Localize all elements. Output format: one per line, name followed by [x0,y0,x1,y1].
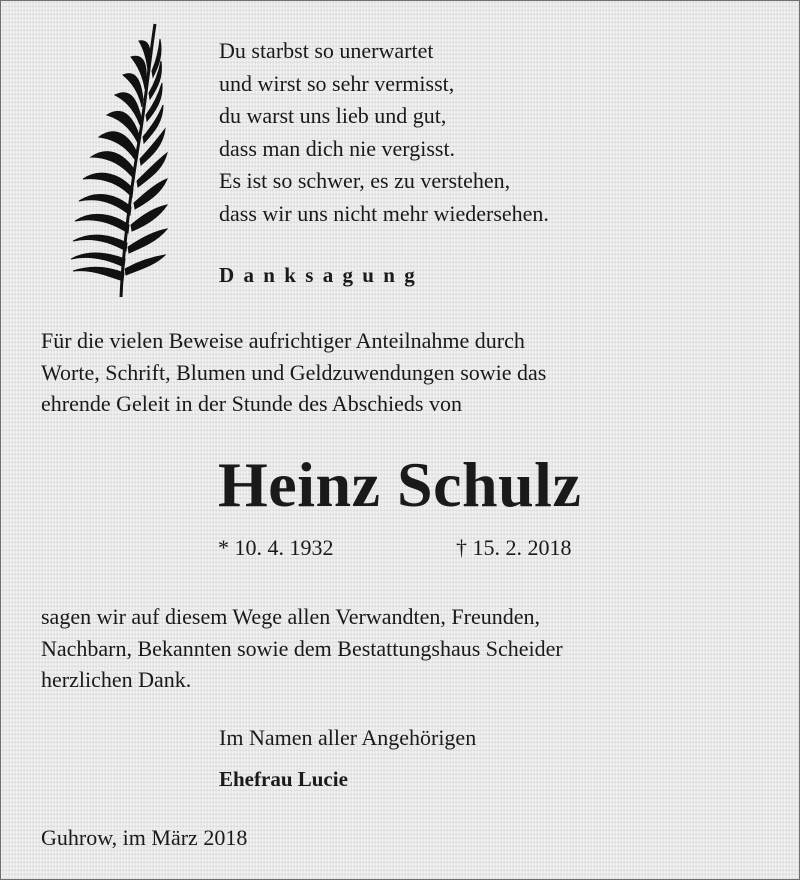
poem-line: und wirst so sehr vermisst, [219,70,455,96]
poem-line: Du starbst so unerwartet [219,38,434,63]
intro-line: Für die vielen Beweise aufrichtiger Anteilnahme durch [41,328,525,353]
intro-line: Worte, Schrift, Blumen und Geldzuwendungen sowie das [41,359,547,385]
birth-date: * 10. 4. 1932 [218,535,334,560]
deceased-name: Heinz Schulz [218,449,582,520]
signature-line: Im Namen aller Angehörigen [219,725,477,750]
poem-line: dass wir uns nicht mehr wiedersehen. [219,200,549,226]
poem-line: dass man dich nie vergisst. [219,135,456,161]
poem [219,35,549,231]
death-date: † 15. 2. 2018 [456,535,572,560]
intro-line: ehrende Geleit in der Stunde des Abschieds von [41,391,462,416]
signature-name: Ehefrau Lucie [219,767,348,791]
place-and-date: Guhrow, im März 2018 [41,825,248,850]
poem-line: du warst uns lieb und gut, [219,103,447,129]
heading-danksagung: Danksagung [219,263,425,287]
poem-line: Es ist so schwer, es zu verstehen, [219,168,511,194]
intro-paragraph [41,325,546,420]
thanks-line: sagen wir auf diesem Wege allen Verwandten, Freunden, [41,604,540,629]
thanks-paragraph [41,601,563,696]
palm-frond-icon [61,19,171,301]
thanks-line: herzlichen Dank. [41,667,192,692]
thanks-line: Nachbarn, Bekannten sowie dem Bestattungshaus Scheider [41,635,563,661]
